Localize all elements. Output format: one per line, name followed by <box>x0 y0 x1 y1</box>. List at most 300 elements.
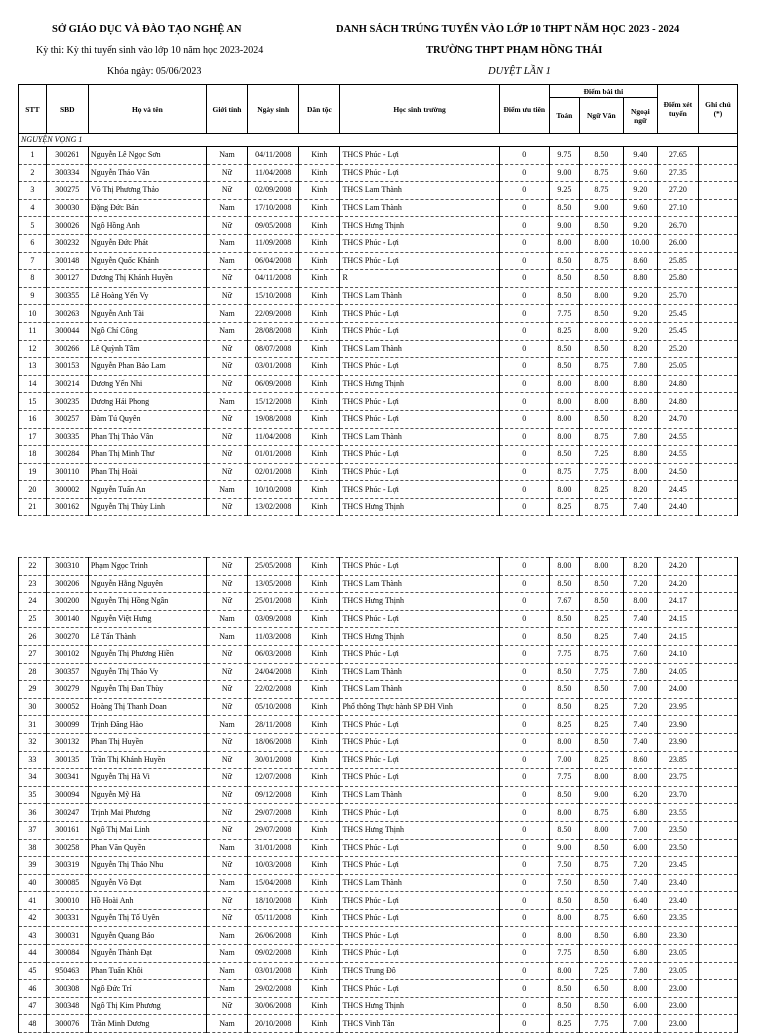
cell-total: 23.70 <box>657 786 698 804</box>
cell-literature: 8.50 <box>579 927 623 945</box>
cell-stt: 27 <box>19 645 47 663</box>
cell-gender: Nữ <box>206 857 247 875</box>
cell-literature: 8.50 <box>579 681 623 699</box>
cell-gender: Nam <box>206 628 247 646</box>
cell-gender: Nam <box>206 147 247 165</box>
cell-priority: 0 <box>499 322 549 340</box>
cell-sbd: 300335 <box>46 428 88 446</box>
cell-note <box>698 997 737 1015</box>
cell-gender: Nữ <box>206 182 247 200</box>
cell-ethnic: Kinh <box>299 681 340 699</box>
cell-priority: 0 <box>499 980 549 998</box>
cell-note <box>698 164 737 182</box>
cell-sbd: 300331 <box>46 909 88 927</box>
cell-name: Trần Minh Dương <box>88 1015 206 1033</box>
cell-total: 23.55 <box>657 804 698 822</box>
cell-priority: 0 <box>499 199 549 217</box>
cell-name: Phan Thị Hoài <box>88 463 206 481</box>
cell-priority: 0 <box>499 698 549 716</box>
cell-stt: 13 <box>19 358 47 376</box>
cell-ethnic: Kinh <box>299 340 340 358</box>
cell-gender: Nam <box>206 980 247 998</box>
cell-dob: 09/02/2008 <box>248 945 299 963</box>
cell-priority: 0 <box>499 945 549 963</box>
cell-literature: 8.75 <box>579 252 623 270</box>
table-row <box>19 217 738 235</box>
cell-ethnic: Kinh <box>299 593 340 611</box>
col-scores-group: Điểm bài thi <box>549 85 657 98</box>
cell-sbd: 300030 <box>46 199 88 217</box>
cell-note <box>698 322 737 340</box>
cell-sbd: 300263 <box>46 305 88 323</box>
cell-sbd: 300266 <box>46 340 88 358</box>
cell-note <box>698 217 737 235</box>
cell-note <box>698 147 737 165</box>
cell-note <box>698 733 737 751</box>
cell-math: 7.75 <box>549 945 579 963</box>
cell-math: 8.00 <box>549 927 579 945</box>
cell-foreign-language: 7.80 <box>623 358 657 376</box>
admission-table-page-2 <box>18 557 738 1033</box>
cell-stt: 31 <box>19 716 47 734</box>
cell-total: 27.35 <box>657 164 698 182</box>
cell-foreign-language: 8.20 <box>623 558 657 576</box>
cell-foreign-language: 8.60 <box>623 751 657 769</box>
cell-stt: 17 <box>19 428 47 446</box>
table-row <box>19 199 738 217</box>
cell-math: 8.00 <box>549 428 579 446</box>
cell-total: 25.45 <box>657 322 698 340</box>
cell-name: Ngô Đức Trí <box>88 980 206 998</box>
table-row <box>19 322 738 340</box>
cell-ethnic: Kinh <box>299 446 340 464</box>
cell-total: 24.80 <box>657 393 698 411</box>
cell-sbd: 300161 <box>46 821 88 839</box>
cell-stt: 42 <box>19 909 47 927</box>
cell-note <box>698 839 737 857</box>
cell-sbd: 300094 <box>46 786 88 804</box>
cell-math: 8.00 <box>549 375 579 393</box>
cell-foreign-language: 8.20 <box>623 340 657 358</box>
cell-gender: Nữ <box>206 663 247 681</box>
cell-literature: 8.75 <box>579 909 623 927</box>
cell-name: Trịnh Đăng Hào <box>88 716 206 734</box>
cell-name: Ngô Hồng Anh <box>88 217 206 235</box>
cell-note <box>698 751 737 769</box>
cell-ethnic: Kinh <box>299 1015 340 1033</box>
cell-sbd: 300076 <box>46 1015 88 1033</box>
cell-stt: 39 <box>19 857 47 875</box>
cell-sbd: 300284 <box>46 446 88 464</box>
cell-math: 8.50 <box>549 287 579 305</box>
cell-school: THCS Phúc - Lợi <box>340 410 499 428</box>
cell-math: 8.50 <box>549 997 579 1015</box>
cell-priority: 0 <box>499 558 549 576</box>
cell-ethnic: Kinh <box>299 575 340 593</box>
cell-stt: 11 <box>19 322 47 340</box>
cell-school: THCS Phúc - Lợi <box>340 147 499 165</box>
cell-foreign-language: 6.80 <box>623 945 657 963</box>
cell-literature: 8.50 <box>579 997 623 1015</box>
cell-school: THCS Lam Thành <box>340 874 499 892</box>
cell-school: THCS Hưng Thịnh <box>340 217 499 235</box>
cell-foreign-language: 7.00 <box>623 681 657 699</box>
cell-total: 23.05 <box>657 945 698 963</box>
cell-dob: 11/09/2008 <box>248 234 299 252</box>
cell-dob: 25/05/2008 <box>248 558 299 576</box>
cell-ethnic: Kinh <box>299 217 340 235</box>
cell-dob: 06/09/2008 <box>248 375 299 393</box>
cell-total: 25.70 <box>657 287 698 305</box>
cell-ethnic: Kinh <box>299 821 340 839</box>
cell-name: Nguyễn Thị Đan Thùy <box>88 681 206 699</box>
cell-total: 27.10 <box>657 199 698 217</box>
cell-stt: 6 <box>19 234 47 252</box>
cell-sbd: 300148 <box>46 252 88 270</box>
cell-foreign-language: 7.80 <box>623 428 657 446</box>
cell-school: THCS Hưng Thịnh <box>340 821 499 839</box>
cell-name: Nguyễn Thị Thảo Vy <box>88 663 206 681</box>
cell-note <box>698 498 737 516</box>
cell-dob: 29/07/2008 <box>248 804 299 822</box>
cell-stt: 12 <box>19 340 47 358</box>
cell-sbd: 300279 <box>46 681 88 699</box>
cell-dob: 01/01/2008 <box>248 446 299 464</box>
cell-total: 24.80 <box>657 375 698 393</box>
cell-stt: 16 <box>19 410 47 428</box>
cell-total: 25.80 <box>657 270 698 288</box>
cell-note <box>698 857 737 875</box>
cell-school: THCS Phúc - Lợi <box>340 393 499 411</box>
cell-math: 8.50 <box>549 252 579 270</box>
table-row <box>19 164 738 182</box>
cell-literature: 8.50 <box>579 270 623 288</box>
cell-stt: 29 <box>19 681 47 699</box>
cell-gender: Nữ <box>206 751 247 769</box>
cell-sbd: 300162 <box>46 498 88 516</box>
table-row <box>19 270 738 288</box>
cell-math: 8.50 <box>549 892 579 910</box>
cell-literature: 8.00 <box>579 234 623 252</box>
cell-math: 9.00 <box>549 164 579 182</box>
cell-stt: 23 <box>19 575 47 593</box>
cell-priority: 0 <box>499 182 549 200</box>
cell-priority: 0 <box>499 428 549 446</box>
cell-priority: 0 <box>499 786 549 804</box>
list-title: DANH SÁCH TRÚNG TUYỂN VÀO LỚP 10 THPT NĂM HỌC 2023 - 2024 <box>336 24 680 35</box>
cell-literature: 8.50 <box>579 733 623 751</box>
table-row <box>19 463 738 481</box>
cell-priority: 0 <box>499 610 549 628</box>
cell-ethnic: Kinh <box>299 857 340 875</box>
cell-sbd: 300257 <box>46 410 88 428</box>
cell-gender: Nữ <box>206 593 247 611</box>
cell-sbd: 300102 <box>46 645 88 663</box>
table-row <box>19 716 738 734</box>
cell-foreign-language: 9.60 <box>623 164 657 182</box>
cell-name: Nguyễn Anh Tài <box>88 305 206 323</box>
cell-total: 23.40 <box>657 874 698 892</box>
cell-dob: 22/02/2008 <box>248 681 299 699</box>
cell-note <box>698 681 737 699</box>
cell-dob: 06/03/2008 <box>248 645 299 663</box>
cell-foreign-language: 7.40 <box>623 610 657 628</box>
cell-dob: 11/04/2008 <box>248 164 299 182</box>
cell-foreign-language: 9.40 <box>623 147 657 165</box>
cell-note <box>698 892 737 910</box>
cell-literature: 7.75 <box>579 663 623 681</box>
cell-stt: 9 <box>19 287 47 305</box>
cell-dob: 03/09/2008 <box>248 610 299 628</box>
cell-math: 7.50 <box>549 857 579 875</box>
cell-school: THCS Phúc - Lợi <box>340 610 499 628</box>
cell-sbd: 300235 <box>46 393 88 411</box>
cell-stt: 3 <box>19 182 47 200</box>
cell-name: Ngô Thị Mai Linh <box>88 821 206 839</box>
table-row <box>19 182 738 200</box>
cell-note <box>698 199 737 217</box>
col-sbd: SBD <box>46 85 88 134</box>
cell-ethnic: Kinh <box>299 628 340 646</box>
cell-total: 24.70 <box>657 410 698 428</box>
cell-gender: Nam <box>206 252 247 270</box>
cell-note <box>698 821 737 839</box>
cell-priority: 0 <box>499 217 549 235</box>
cell-literature: 8.50 <box>579 410 623 428</box>
cell-note <box>698 558 737 576</box>
table-row <box>19 681 738 699</box>
cell-ethnic: Kinh <box>299 147 340 165</box>
cell-literature: 8.00 <box>579 558 623 576</box>
cell-dob: 10/03/2008 <box>248 857 299 875</box>
cell-foreign-language: 6.00 <box>623 839 657 857</box>
cell-foreign-language: 7.80 <box>623 663 657 681</box>
cell-note <box>698 305 737 323</box>
cell-name: Ngô Thị Kim Phương <box>88 997 206 1015</box>
cell-ethnic: Kinh <box>299 393 340 411</box>
cell-name: Lê Hoàng Yến Vy <box>88 287 206 305</box>
cell-name: Dương Hải Phong <box>88 393 206 411</box>
cell-dob: 05/11/2008 <box>248 909 299 927</box>
cell-school: THCS Hưng Thịnh <box>340 593 499 611</box>
cell-literature: 8.00 <box>579 322 623 340</box>
cell-school: Phổ thông Thực hành SP ĐH Vinh <box>340 698 499 716</box>
school-name: TRƯỜNG THPT PHẠM HỒNG THÁI <box>426 45 603 56</box>
cell-name: Nguyễn Hằng Nguyên <box>88 575 206 593</box>
cell-stt: 43 <box>19 927 47 945</box>
cell-literature: 8.25 <box>579 481 623 499</box>
cell-ethnic: Kinh <box>299 270 340 288</box>
cell-name: Nguyễn Quang Bảo <box>88 927 206 945</box>
cell-literature: 8.25 <box>579 698 623 716</box>
cell-note <box>698 980 737 998</box>
cell-stt: 34 <box>19 769 47 787</box>
cell-ethnic: Kinh <box>299 874 340 892</box>
cell-dob: 26/06/2008 <box>248 927 299 945</box>
cell-literature: 7.75 <box>579 1015 623 1033</box>
cell-priority: 0 <box>499 892 549 910</box>
table-row <box>19 962 738 980</box>
cell-dob: 15/10/2008 <box>248 287 299 305</box>
cell-note <box>698 182 737 200</box>
cell-sbd: 950463 <box>46 962 88 980</box>
cell-math: 8.00 <box>549 234 579 252</box>
cell-name: Phạm Ngọc Trinh <box>88 558 206 576</box>
cell-literature: 7.25 <box>579 962 623 980</box>
cell-gender: Nữ <box>206 410 247 428</box>
cell-sbd: 300348 <box>46 997 88 1015</box>
table-row <box>19 575 738 593</box>
cell-ethnic: Kinh <box>299 645 340 663</box>
cell-sbd: 300140 <box>46 610 88 628</box>
cell-note <box>698 340 737 358</box>
table-row <box>19 927 738 945</box>
cell-sbd: 300355 <box>46 287 88 305</box>
cell-school: THCS Phúc - Lợi <box>340 252 499 270</box>
col-name: Họ và tên <box>88 85 206 134</box>
cell-note <box>698 463 737 481</box>
cell-ethnic: Kinh <box>299 182 340 200</box>
cell-foreign-language: 6.80 <box>623 927 657 945</box>
cell-name: Dương Yến Nhi <box>88 375 206 393</box>
cell-stt: 1 <box>19 147 47 165</box>
cell-total: 23.50 <box>657 839 698 857</box>
cell-foreign-language: 7.00 <box>623 821 657 839</box>
cell-sbd: 300206 <box>46 575 88 593</box>
cell-note <box>698 927 737 945</box>
table-row <box>19 147 738 165</box>
department-title: SỞ GIÁO DỤC VÀ ĐÀO TẠO NGHỆ AN <box>52 24 242 35</box>
cell-school: THCS Phúc - Lợi <box>340 481 499 499</box>
cell-sbd: 300084 <box>46 945 88 963</box>
cell-math: 8.50 <box>549 199 579 217</box>
cell-school: THCS Lam Thành <box>340 681 499 699</box>
cell-stt: 24 <box>19 593 47 611</box>
cell-school: THCS Phúc - Lợi <box>340 892 499 910</box>
table-row <box>19 593 738 611</box>
cell-gender: Nam <box>206 610 247 628</box>
cell-name: Phan Tuấn Khôi <box>88 962 206 980</box>
cell-sbd: 300110 <box>46 463 88 481</box>
cell-stt: 22 <box>19 558 47 576</box>
cell-school: R <box>340 270 499 288</box>
cell-dob: 28/08/2008 <box>248 322 299 340</box>
cell-sbd: 300099 <box>46 716 88 734</box>
cell-name: Nguyễn Lê Ngọc Sơn <box>88 147 206 165</box>
cell-foreign-language: 6.00 <box>623 997 657 1015</box>
cell-literature: 7.25 <box>579 446 623 464</box>
col-note: Ghi chú (*) <box>698 85 737 134</box>
cell-math: 8.00 <box>549 558 579 576</box>
cell-literature: 8.75 <box>579 645 623 663</box>
cell-dob: 02/09/2008 <box>248 182 299 200</box>
col-total: Điểm xét tuyển <box>657 85 698 134</box>
cell-name: Đàm Tú Quyên <box>88 410 206 428</box>
table-row <box>19 340 738 358</box>
cell-total: 25.05 <box>657 358 698 376</box>
col-literature: Ngữ Văn <box>579 98 623 134</box>
cell-literature: 8.00 <box>579 821 623 839</box>
cell-priority: 0 <box>499 340 549 358</box>
cell-school: THCS Phúc - Lợi <box>340 945 499 963</box>
table-row <box>19 857 738 875</box>
cell-foreign-language: 8.80 <box>623 375 657 393</box>
cell-priority: 0 <box>499 962 549 980</box>
cell-ethnic: Kinh <box>299 698 340 716</box>
cell-name: Dương Thị Khánh Huyền <box>88 270 206 288</box>
cell-math: 7.50 <box>549 874 579 892</box>
cell-note <box>698 575 737 593</box>
table-row <box>19 804 738 822</box>
cell-stt: 2 <box>19 164 47 182</box>
cell-ethnic: Kinh <box>299 980 340 998</box>
cell-total: 24.17 <box>657 593 698 611</box>
cell-gender: Nữ <box>206 575 247 593</box>
cell-ethnic: Kinh <box>299 322 340 340</box>
cell-ethnic: Kinh <box>299 305 340 323</box>
cell-gender: Nữ <box>206 698 247 716</box>
cell-math: 8.25 <box>549 498 579 516</box>
cell-gender: Nữ <box>206 909 247 927</box>
cell-priority: 0 <box>499 628 549 646</box>
cell-school: THCS Hưng Thịnh <box>340 997 499 1015</box>
table-row <box>19 980 738 998</box>
cell-school: THCS Phúc - Lợi <box>340 164 499 182</box>
cell-name: Ngô Chí Công <box>88 322 206 340</box>
cell-gender: Nữ <box>206 786 247 804</box>
cell-name: Nguyễn Quốc Khánh <box>88 252 206 270</box>
cell-priority: 0 <box>499 270 549 288</box>
cell-stt: 41 <box>19 892 47 910</box>
admission-table-page-1 <box>18 84 738 516</box>
cell-stt: 48 <box>19 1015 47 1033</box>
cell-gender: Nam <box>206 874 247 892</box>
cell-math: 8.50 <box>549 821 579 839</box>
cell-ethnic: Kinh <box>299 610 340 628</box>
cell-priority: 0 <box>499 927 549 945</box>
cell-ethnic: Kinh <box>299 945 340 963</box>
cell-stt: 33 <box>19 751 47 769</box>
cell-foreign-language: 7.20 <box>623 857 657 875</box>
cell-total: 24.15 <box>657 628 698 646</box>
cell-school: THCS Phúc - Lợi <box>340 322 499 340</box>
cell-dob: 06/04/2008 <box>248 252 299 270</box>
cell-name: Phan Thị Minh Thư <box>88 446 206 464</box>
cell-literature: 8.25 <box>579 751 623 769</box>
cell-total: 24.05 <box>657 663 698 681</box>
cell-gender: Nữ <box>206 358 247 376</box>
table-row <box>19 287 738 305</box>
cell-school: THCS Lam Thành <box>340 428 499 446</box>
cell-sbd: 300153 <box>46 358 88 376</box>
cell-ethnic: Kinh <box>299 804 340 822</box>
cell-sbd: 300341 <box>46 769 88 787</box>
col-gender: Giới tính <box>206 85 247 134</box>
cell-stt: 47 <box>19 997 47 1015</box>
cell-math: 8.50 <box>549 980 579 998</box>
table-row <box>19 892 738 910</box>
cell-total: 27.65 <box>657 147 698 165</box>
cell-dob: 05/10/2008 <box>248 698 299 716</box>
cell-name: Nguyễn Võ Đạt <box>88 874 206 892</box>
cell-dob: 30/01/2008 <box>248 751 299 769</box>
cell-gender: Nam <box>206 839 247 857</box>
cell-sbd: 300031 <box>46 927 88 945</box>
table-row <box>19 558 738 576</box>
cell-ethnic: Kinh <box>299 997 340 1015</box>
cell-foreign-language: 8.00 <box>623 769 657 787</box>
cell-math: 8.75 <box>549 463 579 481</box>
